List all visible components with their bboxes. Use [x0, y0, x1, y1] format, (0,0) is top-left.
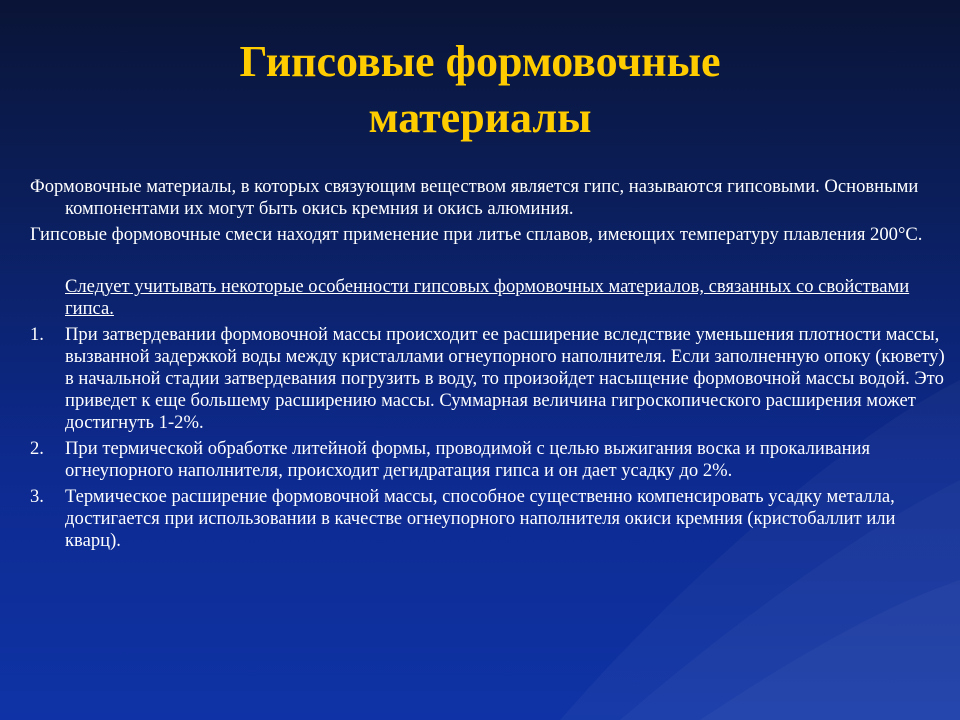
- list-item-3: [30, 486, 950, 552]
- list-item-text: При термической обработке литейной формы, проводимой с целью выжигания воска и прокаливания огнеупорного наполнителя, происходит дегидратация гипса и он дает усадку до 2%.: [65, 438, 871, 481]
- underlined-note: Следует учитывать некоторые особенности гипсовых формовочных материалов, связанных со свойствами гипса.: [65, 276, 910, 319]
- title-line-1: Гипсовые формовочные: [239, 37, 721, 86]
- application-paragraph: Гипсовые формовочные смеси находят применение при литье сплавов, имеющих температуру плавления 200°С.: [30, 224, 923, 245]
- title-line-2: материалы: [368, 93, 592, 142]
- list-item-text: При затвердевании формовочной массы происходит ее расширение вследствие уменьшения плотности массы, вызванной задержкой воды между кристаллами огнеупорного наполнителя. Если заполненную опоку (кювету) в начальной стадии затвердевания погрузить в воду, то произойдет насыщение формовочной массы водой. Это приведет к еще большему расширению массы. Суммарная величина гигроскопического расширения может достигнуть 1-2%.: [65, 324, 945, 433]
- slide-body: [30, 176, 950, 556]
- list-item-1: [30, 324, 950, 434]
- list-number: 3.: [30, 486, 44, 507]
- list-item-text: Термическое расширение формовочной массы, способное существенно компенсировать усадку металла, достигается при использовании в качестве огнеупорного наполнителя окиси кремния (кристобаллит или кварц).: [65, 486, 896, 551]
- list-number: 1.: [30, 324, 44, 345]
- intro-paragraph: Формовочные материалы, в которых связующим веществом является гипс, называются гипсовыми. Основными компонентами их могут быть окись кремния и окись алюминия.: [30, 176, 919, 219]
- list-item-2: [30, 438, 950, 482]
- slide-title: [0, 34, 960, 146]
- list-number: 2.: [30, 438, 44, 459]
